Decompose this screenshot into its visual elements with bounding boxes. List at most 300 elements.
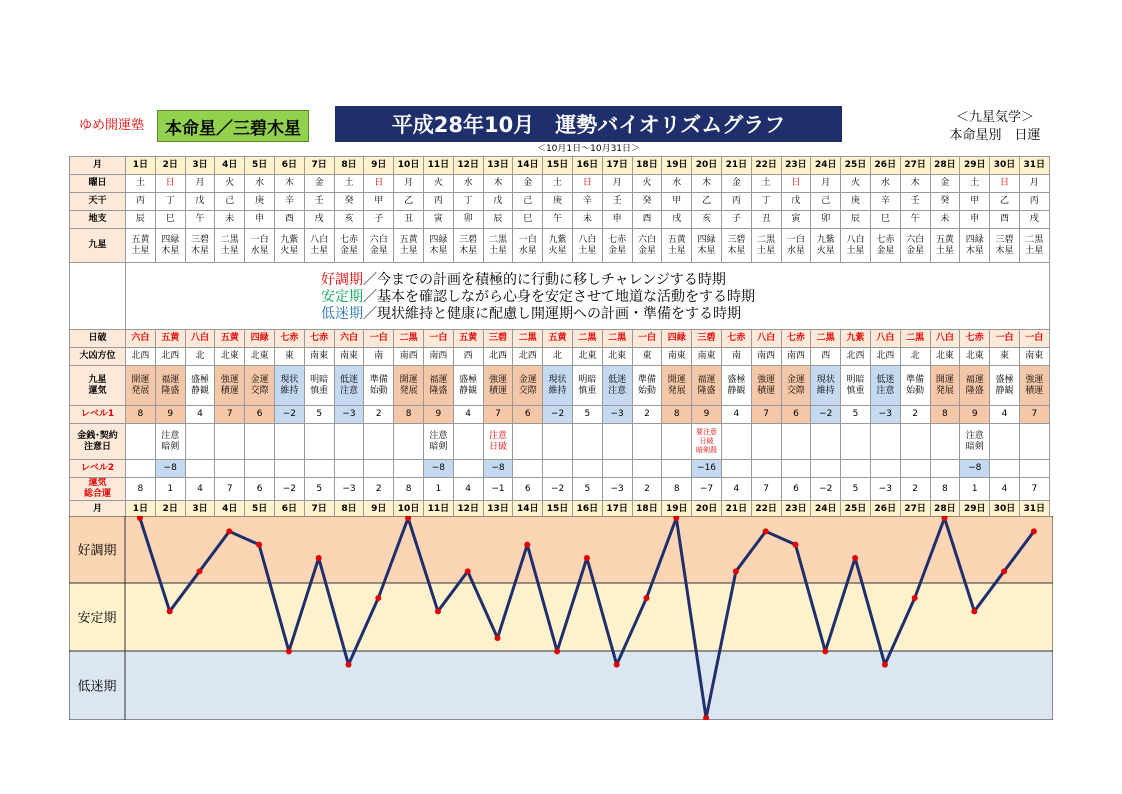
cell-line: 二黒 <box>488 234 507 245</box>
level2-cell <box>274 460 304 478</box>
total-cell: −3 <box>334 478 364 501</box>
level2-cell <box>126 460 156 478</box>
level2-cell <box>930 460 960 478</box>
cell-line: 静観 <box>727 385 746 396</box>
level1-cell: 2 <box>900 406 930 424</box>
day-footer: 7日 <box>304 501 334 519</box>
nippa-cell: 一白 <box>632 330 662 348</box>
day-footer: 18日 <box>632 501 662 519</box>
unki-cell <box>721 366 751 406</box>
day-footer: 5日 <box>245 501 275 519</box>
weekday-cell: 火 <box>423 175 453 193</box>
kyusei-cell <box>841 229 871 263</box>
caution-cell <box>245 424 275 460</box>
cell-line: 発展 <box>667 385 686 396</box>
kyo-cell: 北西 <box>126 348 156 366</box>
unki-cell <box>334 366 364 406</box>
total-cell: 1 <box>960 478 990 501</box>
cell-line: 水星 <box>786 245 805 256</box>
cell-line: 土星 <box>488 245 507 256</box>
cell-line: 始動 <box>906 385 925 396</box>
cell-line: 火星 <box>816 245 835 256</box>
total-cell: 2 <box>900 478 930 501</box>
day-footer: 31日 <box>1019 501 1049 519</box>
weekday-cell: 土 <box>751 175 781 193</box>
caution-cell <box>453 424 483 460</box>
cell-line: 木星 <box>190 245 209 256</box>
data-point <box>912 595 918 601</box>
day-header: 15日 <box>543 157 573 175</box>
cell-line: 慎重 <box>310 385 329 396</box>
kyo-cell: 北東 <box>930 348 960 366</box>
day-footer: 4日 <box>215 501 245 519</box>
tenkan-cell: 癸 <box>334 193 364 211</box>
legend-text: ／基本を確認しながら心身を安定させて地道な活動をする時期 <box>363 289 755 305</box>
kyo-cell: 南東 <box>692 348 722 366</box>
row-label: 大凶方位 <box>70 348 126 366</box>
kyo-cell: 北西 <box>513 348 543 366</box>
cell-line: 木星 <box>727 245 746 256</box>
cell-line: 積運 <box>1025 385 1044 396</box>
day-footer: 11日 <box>423 501 453 519</box>
legend-text: ／今までの計画を積極的に行動に移しチャレンジする時期 <box>363 272 726 288</box>
total-cell: 8 <box>126 478 156 501</box>
cell-line: 低迷 <box>339 374 358 385</box>
day-header: 5日 <box>245 157 275 175</box>
cell-line: 準備 <box>906 374 925 385</box>
cell-line: 一白 <box>518 234 537 245</box>
tenkan-cell: 乙 <box>394 193 424 211</box>
tenkan-cell: 丙 <box>1019 193 1049 211</box>
chishi-cell: 申 <box>245 211 275 229</box>
level1-cell: 4 <box>721 406 751 424</box>
cell-line: 積運 <box>220 385 239 396</box>
zone-label: 低迷期 <box>77 679 117 695</box>
unki-cell <box>245 366 275 406</box>
caution-cell <box>632 424 662 460</box>
kyusei-cell <box>1019 229 1049 263</box>
caution-cell <box>900 424 930 460</box>
total-cell: 7 <box>215 478 245 501</box>
nippa-cell: 七赤 <box>274 330 304 348</box>
cell-line: 強運 <box>220 374 239 385</box>
cell-line: 土星 <box>1025 245 1044 256</box>
day-footer: 13日 <box>483 501 513 519</box>
cell-line: 五黄 <box>131 234 150 245</box>
day-footer: 6日 <box>274 501 304 519</box>
nippa-cell: 四緑 <box>662 330 692 348</box>
total-cell: 5 <box>304 478 334 501</box>
fortune-table <box>69 156 1050 519</box>
cell-line: 七赤 <box>339 234 358 245</box>
day-footer: 20日 <box>692 501 722 519</box>
tenkan-cell: 戊 <box>483 193 513 211</box>
level1-cell: 7 <box>483 406 513 424</box>
caution-cell <box>513 424 543 460</box>
cell-line: 三碧 <box>727 234 746 245</box>
chishi-cell: 戌 <box>1019 211 1049 229</box>
legend-line <box>321 272 755 289</box>
kyo-cell: 南東 <box>304 348 334 366</box>
caution-cell <box>662 424 692 460</box>
level1-cell: 8 <box>930 406 960 424</box>
cell-line: 八白 <box>310 234 329 245</box>
kyo-cell: 東 <box>274 348 304 366</box>
nippa-cell: 四緑 <box>245 330 275 348</box>
kyo-cell: 南西 <box>394 348 424 366</box>
cell-line: 五黄 <box>935 234 954 245</box>
chishi-cell: 亥 <box>334 211 364 229</box>
kyusei-cell <box>155 229 185 263</box>
weekday-cell: 土 <box>126 175 156 193</box>
nippa-cell: 一白 <box>364 330 394 348</box>
total-cell: −2 <box>543 478 573 501</box>
cell-line: 金星 <box>637 245 656 256</box>
unki-cell <box>185 366 215 406</box>
day-header: 20日 <box>692 157 722 175</box>
data-point <box>1001 568 1007 574</box>
tenkan-cell: 己 <box>513 193 543 211</box>
level1-cell: 4 <box>990 406 1020 424</box>
cell-line: 七赤 <box>876 234 895 245</box>
level2-cell <box>811 460 841 478</box>
unki-cell <box>811 366 841 406</box>
cell-line: 土星 <box>310 245 329 256</box>
unki-cell <box>751 366 781 406</box>
level1-cell: 6 <box>781 406 811 424</box>
cell-line: 発展 <box>399 385 418 396</box>
tenkan-cell: 庚 <box>543 193 573 211</box>
cell-line: 強運 <box>757 374 776 385</box>
cell-line: 土星 <box>846 245 865 256</box>
cell-line: 七赤 <box>608 234 627 245</box>
cell-line: 始動 <box>637 385 656 396</box>
level2-cell <box>543 460 573 478</box>
caution-cell <box>185 424 215 460</box>
level2-cell <box>751 460 781 478</box>
unki-cell <box>870 366 900 406</box>
chishi-cell: 酉 <box>632 211 662 229</box>
level2-cell <box>304 460 334 478</box>
day-footer: 27日 <box>900 501 930 519</box>
nippa-cell: 七赤 <box>781 330 811 348</box>
level1-cell: 9 <box>960 406 990 424</box>
cell-line: 注意 <box>488 430 507 441</box>
caution-cell <box>721 424 751 460</box>
cell-line: 盛極 <box>995 374 1014 385</box>
data-point <box>465 568 471 574</box>
day-header: 17日 <box>602 157 632 175</box>
unki-cell <box>274 366 304 406</box>
cell-line: 三碧 <box>459 234 478 245</box>
cell-line: 二黒 <box>1025 234 1044 245</box>
row-label: 月 <box>70 501 126 519</box>
cell-line: 開運 <box>935 374 954 385</box>
cell-line: 現状 <box>816 374 835 385</box>
day-header: 23日 <box>781 157 811 175</box>
level1-cell: −2 <box>543 406 573 424</box>
data-point <box>375 595 381 601</box>
kyusei-cell <box>304 229 334 263</box>
chishi-cell: 丑 <box>394 211 424 229</box>
tenkan-cell: 丁 <box>453 193 483 211</box>
zone-label: 好調期 <box>77 543 117 559</box>
cell-line: 盛極 <box>459 374 478 385</box>
level2-cell <box>632 460 662 478</box>
cell-line: 金運 <box>250 374 269 385</box>
day-footer: 12日 <box>453 501 483 519</box>
caution-cell <box>126 424 156 460</box>
cell-line: 福運 <box>161 374 180 385</box>
day-header: 30日 <box>990 157 1020 175</box>
day-header: 25日 <box>841 157 871 175</box>
tenkan-cell: 丙 <box>721 193 751 211</box>
unki-cell <box>453 366 483 406</box>
tenkan-cell: 辛 <box>274 193 304 211</box>
data-point <box>435 608 441 614</box>
day-header: 12日 <box>453 157 483 175</box>
day-header: 13日 <box>483 157 513 175</box>
kyo-cell: 南 <box>721 348 751 366</box>
unki-cell <box>483 366 513 406</box>
kyo-cell: 北東 <box>215 348 245 366</box>
total-cell: 2 <box>632 478 662 501</box>
cell-line: 火星 <box>548 245 567 256</box>
cell-line: 四緑 <box>965 234 984 245</box>
cell-line: 低迷 <box>876 374 895 385</box>
caution-cell <box>930 424 960 460</box>
cell-line: 木星 <box>459 245 478 256</box>
level1-cell: 5 <box>841 406 871 424</box>
unki-cell <box>304 366 334 406</box>
day-footer: 14日 <box>513 501 543 519</box>
caution-cell <box>483 424 513 460</box>
caution-cell <box>274 424 304 460</box>
cell-line: 慎重 <box>578 385 597 396</box>
day-header: 11日 <box>423 157 453 175</box>
caution-cell <box>1019 424 1049 460</box>
day-header: 18日 <box>632 157 662 175</box>
kyusei-cell <box>185 229 215 263</box>
kyo-cell: 北東 <box>960 348 990 366</box>
cell-line: 木星 <box>995 245 1014 256</box>
level1-cell: 9 <box>423 406 453 424</box>
chishi-cell: 申 <box>960 211 990 229</box>
kyo-cell: 北 <box>185 348 215 366</box>
row-label: 日破 <box>70 330 126 348</box>
caution-cell <box>870 424 900 460</box>
level1-cell: 4 <box>453 406 483 424</box>
zone-label: 安定期 <box>77 611 117 626</box>
tenkan-cell: 辛 <box>870 193 900 211</box>
level1-cell: 2 <box>632 406 662 424</box>
row-label: 金銭･契約 注意日 <box>70 424 126 460</box>
total-cell: −3 <box>870 478 900 501</box>
day-header: 9日 <box>364 157 394 175</box>
weekday-cell: 火 <box>632 175 662 193</box>
kyo-cell: 東 <box>632 348 662 366</box>
tenkan-cell: 己 <box>215 193 245 211</box>
nippa-cell: 二黒 <box>394 330 424 348</box>
honmei-label: 本命星／三碧木星 <box>157 110 309 142</box>
kyo-cell: 北西 <box>155 348 185 366</box>
day-footer: 30日 <box>990 501 1020 519</box>
weekday-cell: 土 <box>960 175 990 193</box>
unki-cell <box>602 366 632 406</box>
level1-cell: 8 <box>662 406 692 424</box>
data-point <box>524 542 530 548</box>
cell-line: 強運 <box>1025 374 1044 385</box>
kyusei-cell <box>364 229 394 263</box>
cell-line: 金星 <box>906 245 925 256</box>
level2-cell: −16 <box>692 460 722 478</box>
chishi-cell: 戌 <box>662 211 692 229</box>
data-point <box>882 662 888 668</box>
data-point <box>852 555 858 561</box>
tenkan-cell: 甲 <box>662 193 692 211</box>
chishi-cell: 酉 <box>990 211 1020 229</box>
level1-cell: 7 <box>1019 406 1049 424</box>
chishi-cell: 巳 <box>513 211 543 229</box>
total-cell: 6 <box>781 478 811 501</box>
cell-line: 三碧 <box>995 234 1014 245</box>
unki-cell <box>513 366 543 406</box>
cell-line: 始動 <box>369 385 388 396</box>
cell-line: 暗剣殺 <box>696 446 718 454</box>
level2-cell <box>900 460 930 478</box>
cell-line: 木星 <box>429 245 448 256</box>
kyo-cell: 西 <box>453 348 483 366</box>
weekday-cell: 日 <box>990 175 1020 193</box>
cell-line: 金運 <box>786 374 805 385</box>
nippa-cell: 六白 <box>334 330 364 348</box>
chishi-cell: 巳 <box>870 211 900 229</box>
cell-line: 積運 <box>488 385 507 396</box>
kyo-cell: 北東 <box>572 348 602 366</box>
nippa-cell: 三碧 <box>483 330 513 348</box>
nippa-cell: 二黒 <box>900 330 930 348</box>
weekday-cell: 金 <box>721 175 751 193</box>
level2-cell <box>215 460 245 478</box>
cell-line: 暗剣 <box>965 441 984 452</box>
caution-cell <box>990 424 1020 460</box>
weekday-cell: 月 <box>185 175 215 193</box>
cell-line: 木星 <box>161 245 180 256</box>
cell-line: 日破 <box>699 437 714 445</box>
unki-cell <box>572 366 602 406</box>
day-header: 22日 <box>751 157 781 175</box>
day-header: 26日 <box>870 157 900 175</box>
unki-cell <box>990 366 1020 406</box>
chishi-cell: 卯 <box>811 211 841 229</box>
weekday-cell: 月 <box>1019 175 1049 193</box>
level1-cell: 7 <box>751 406 781 424</box>
caution-cell <box>334 424 364 460</box>
brand-name: ゆめ開運塾 <box>79 118 145 133</box>
zone-band <box>69 651 1053 720</box>
chishi-cell: 辰 <box>126 211 156 229</box>
level2-cell <box>394 460 424 478</box>
cell-line: 木星 <box>697 245 716 256</box>
total-cell: 5 <box>841 478 871 501</box>
cell-line: 盛極 <box>190 374 209 385</box>
caution-cell <box>841 424 871 460</box>
tenkan-cell: 甲 <box>364 193 394 211</box>
tenkan-cell: 壬 <box>602 193 632 211</box>
data-point <box>256 542 262 548</box>
day-header: 8日 <box>334 157 364 175</box>
kyusei-cell <box>960 229 990 263</box>
unki-cell <box>155 366 185 406</box>
total-cell: 6 <box>513 478 543 501</box>
cell-line: 現状 <box>280 374 299 385</box>
data-point <box>614 662 620 668</box>
row-label: 九星 運気 <box>70 366 126 406</box>
day-header: 4日 <box>215 157 245 175</box>
day-footer: 21日 <box>721 501 751 519</box>
level2-cell: −8 <box>155 460 185 478</box>
nippa-cell: 五黄 <box>543 330 573 348</box>
tenkan-cell: 己 <box>811 193 841 211</box>
cell-line: 注意 <box>965 430 984 441</box>
day-header: 10日 <box>394 157 424 175</box>
cell-line: 八白 <box>578 234 597 245</box>
caution-cell <box>960 424 990 460</box>
day-footer: 10日 <box>394 501 424 519</box>
level2-cell: −8 <box>960 460 990 478</box>
day-footer: 3日 <box>185 501 215 519</box>
cell-line: 六白 <box>369 234 388 245</box>
level1-cell: −3 <box>602 406 632 424</box>
level2-cell <box>781 460 811 478</box>
kyusei-cell <box>781 229 811 263</box>
total-cell: −2 <box>274 478 304 501</box>
kyo-cell: 南東 <box>1019 348 1049 366</box>
chishi-cell: 辰 <box>483 211 513 229</box>
day-footer: 2日 <box>155 501 185 519</box>
cell-line: 四緑 <box>697 234 716 245</box>
cell-line: 現状 <box>548 374 567 385</box>
total-cell: 4 <box>721 478 751 501</box>
level1-cell: 6 <box>245 406 275 424</box>
day-header: 27日 <box>900 157 930 175</box>
level2-cell <box>245 460 275 478</box>
level2-cell <box>870 460 900 478</box>
nippa-cell: 五黄 <box>215 330 245 348</box>
cell-line: 金星 <box>339 245 358 256</box>
kyusei-cell <box>870 229 900 263</box>
kyusei-cell <box>215 229 245 263</box>
cell-line: 注意 <box>429 430 448 441</box>
legend-line <box>321 306 755 323</box>
nippa-cell: 二黒 <box>513 330 543 348</box>
unki-cell <box>662 366 692 406</box>
cell-line: 明暗 <box>578 374 597 385</box>
weekday-cell: 日 <box>781 175 811 193</box>
cell-line: 開運 <box>131 374 150 385</box>
total-cell: 4 <box>990 478 1020 501</box>
kyusei-cell <box>721 229 751 263</box>
kyusei-cell <box>394 229 424 263</box>
subtitle-daily: 本命星別 日運 <box>949 128 1041 143</box>
level1-cell: 6 <box>513 406 543 424</box>
tenkan-cell: 丁 <box>751 193 781 211</box>
day-footer: 16日 <box>572 501 602 519</box>
total-cell: −1 <box>483 478 513 501</box>
cell-line: 注意 <box>876 385 895 396</box>
cell-line: 盛極 <box>727 374 746 385</box>
nippa-cell: 三碧 <box>692 330 722 348</box>
